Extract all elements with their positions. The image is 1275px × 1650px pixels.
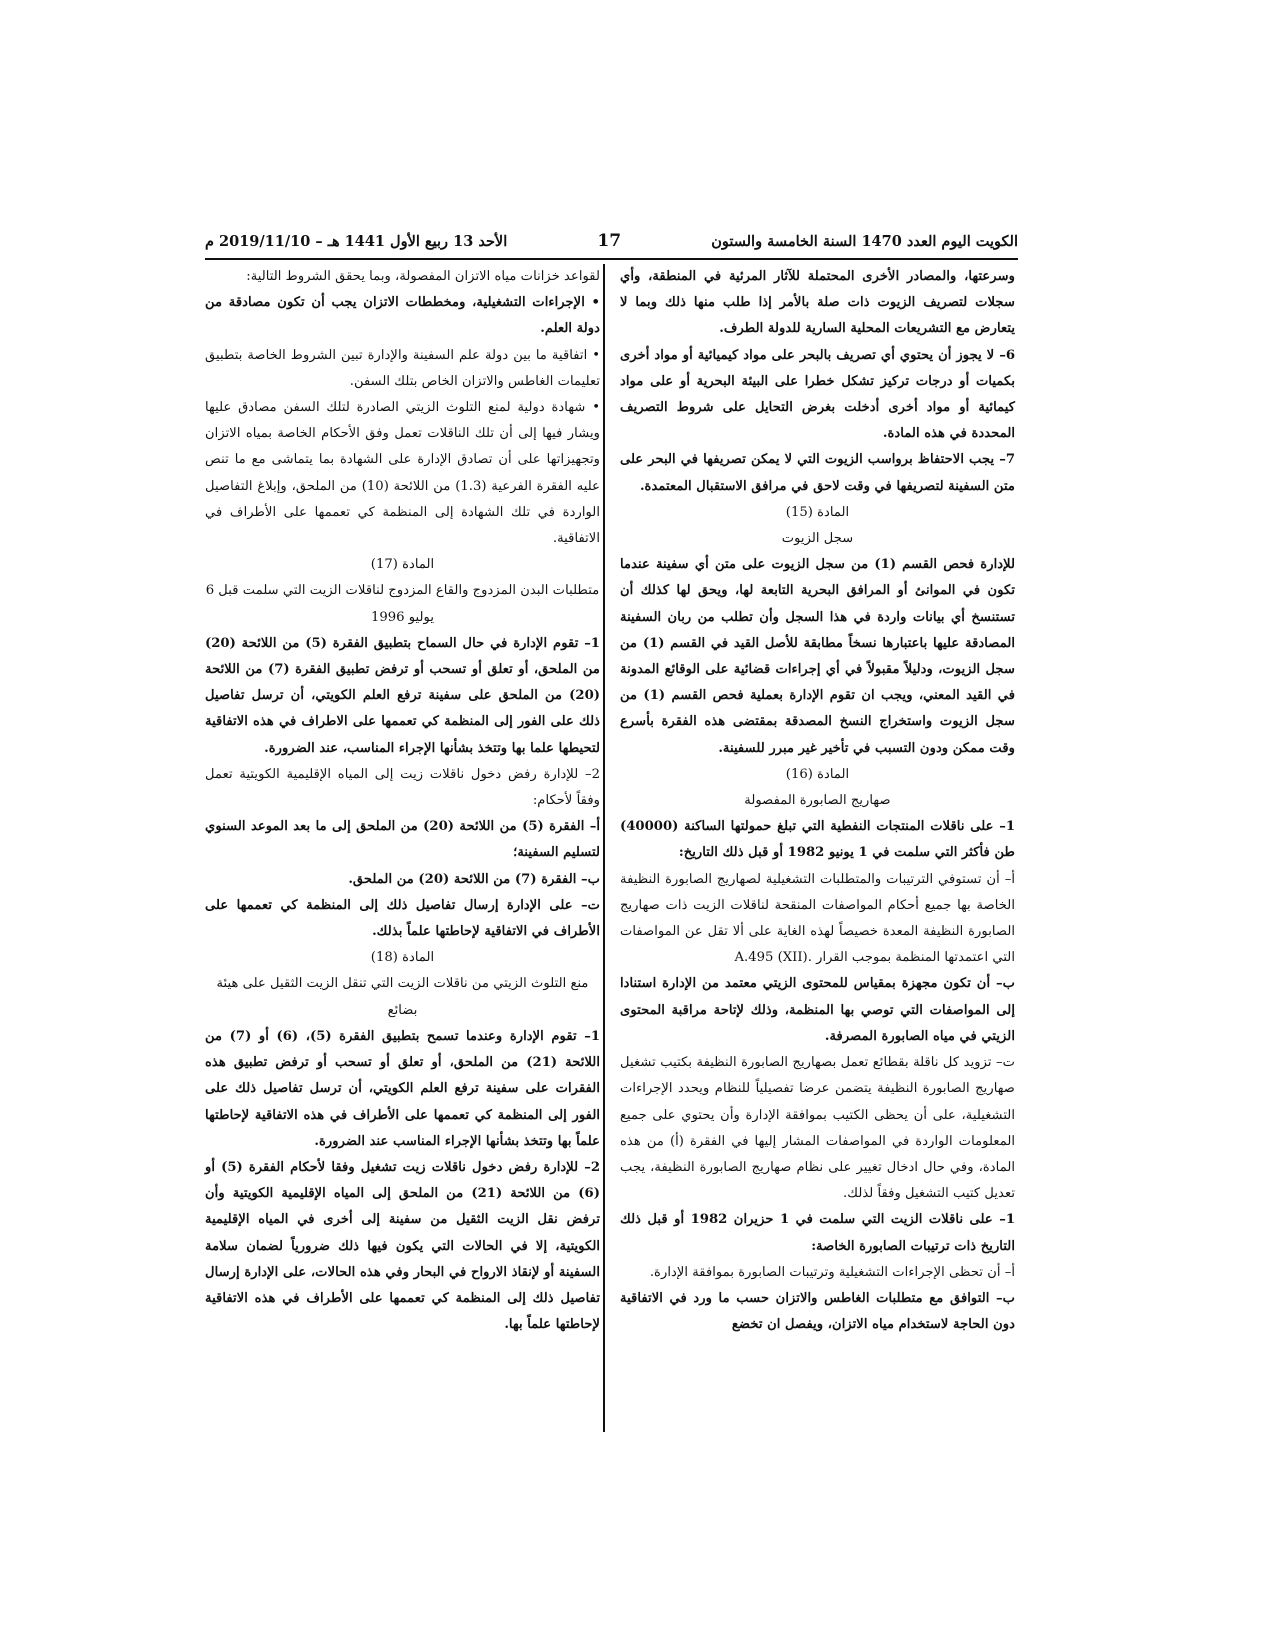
paragraph: أ– أن تحظى الإجراءات التشغيلية وترتيبات الصابورة بموافقة الإدارة.: [649, 1264, 1015, 1280]
paragraph: ب– الفقرة (7) من اللائحة (20) من الملحق.: [348, 871, 600, 887]
column-divider: [603, 264, 605, 1432]
paragraph: وسرعتها، والمصادر الأخرى المحتملة للآثار المرئية في المنطقة، وأي سجلات لتصريف الزيوت ذات صلة بالأمر إذا طلب منها ذلك وبما لا يتعارض مع التشريعات المحلية السارية للدولة الطرف.: [620, 269, 1015, 337]
left-column: [205, 264, 600, 1338]
header-divider: [205, 258, 1018, 260]
paragraph: ب– أن تكون مجهزة بمقياس للمحتوى الزيتي معتمد من الإدارة استنادا إلى المواصفات التي توصي بها المنظمة، وذلك لإتاحة مراقبة المحتوى الزيتي في مياه الصابورة المصرفة.: [620, 976, 1015, 1044]
paragraph: لقواعد خزانات مياه الاتزان المفصولة، وبما يحقق الشروط التالية:: [246, 269, 600, 284]
article-16-subtitle: صهاريج الصابورة المفصولة: [744, 793, 891, 809]
paragraph: • شهادة دولية لمنع التلوث الزيتي الصادرة لتلك السفن مصادق عليها ويشار فيها إلى أن تلك الناقلات تعمل وفق الأحكام الخاصة بمياه الاتزان وتجهيزاتها على أن تصادق الإدارة على الشهادة بما يتماشى مع ما تنص عليه الفقرة الفرعية (1.3) من اللائحة (10) من الملحق، وإبلاغ التفاصيل الواردة في تلك الشهادة إلى المنظمة كي تعممها على الأطراف في الاتفاقية.: [205, 400, 600, 547]
paragraph: أ– أن تستوفي الترتيبات والمتطلبات التشغيلية لصهاريج الصابورة النظيفة الخاصة بها جميع أحكام المواصفات المنقحة لناقلات الزيت ذات صهاريج الصابورة النظيفة المعدة خصيصاً لهذه الغاية على ألا تقل عن المواصفات التي اعتمدتها المنظمة بموجب القرار .A.495 (XII): [620, 871, 1015, 966]
paragraph: 7– يجب الاحتفاظ برواسب الزيوت التي لا يمكن تصريفها في البحر على متن السفينة لتصريفها في وقت لاحق في مرافق الاستقبال المعتمدة.: [620, 452, 1015, 494]
article-15-subtitle: سجل الزيوت: [781, 531, 854, 547]
paragraph: للإدارة فحص القسم (1) من سجل الزيوت على متن أي سفينة عندما تكون في الموانئ أو المرافق البحرية التابعة لها، ويحق لها كذلك أن تستنسخ أي بيانات واردة في هذا السجل وأن تطلب من ربان السفينة المصادقة عليها باعتبارها نسخاً مطابقة للأصل القيد في القسم (1) من سجل الزيوت، ودليلاً مقبولاً في أي إجراءات قضائية على الوقائع المدونة في القيد المعني، ويجب ان تقوم الإدارة بعملية فحص القسم (1) من سجل الزيوت واستخراج النسخ المصدقة بمقتضى هذه الفقرة بأسرع وقت ممكن ودون التسبب في تأخير غير مبرر للسفينة.: [620, 557, 1016, 756]
article-16-title: المادة (16): [785, 766, 850, 782]
paragraph: 1– تقوم الإدارة وعندما تسمح بتطبيق الفقرة (5)، (6) أو (7) من اللائحة (21) من الملحق، أو تعلق أو تسحب أو ترفض تطبيق هذه الفقرات على سفينة ترفع العلم الكويتي، أن ترسل تفاصيل ذلك على الفور إلى المنظمة كي تعممها على الأطراف في هذه الاتفاقية لإحاطتها علماً بها وتتخذ بشأنها الإجراء المناسب عند الضرورة.: [205, 1028, 601, 1149]
article-15-title: المادة (15): [785, 504, 850, 520]
article-17-title: المادة (17): [370, 557, 435, 573]
paragraph: ت– تزويد كل ناقلة بقطائع تعمل بصهاريج الصابورة النظيفة بكتيب تشغيل صهاريج الصابورة النظيفة يتضمن عرضا تفصيلياً للنظام ويحدد الإجراءات التشغيلية، على أن يحظى الكتيب بموافقة الإدارة وأن يحتوي على جميع المعلومات الواردة في المواصفات المشار إليها في الفقرة (أ) من هذه المادة، وفي حال ادخال تغيير على نظام صهاريج الصابورة النظيفة، يجب تعديل كتيب التشغيل وفقاً لذلك.: [620, 1055, 1015, 1202]
paragraph: ت– على الإدارة إرسال تفاصيل ذلك إلى المنظمة كي تعممها على الأطراف في الاتفاقية لإحاطتها علماً بذلك.: [205, 897, 600, 940]
paragraph: 6– لا يجوز أن يحتوي أي تصريف بالبحر على مواد كيميائية أو مواد أخرى بكميات أو درجات تركيز تشكل خطرا على البيئة البحرية أو على مواد كيمائية أو مواد أخرى أدخلت بغرض التحايل على شروط التصريف المحددة في هذه المادة.: [620, 347, 1015, 442]
article-18-title: المادة (18): [370, 950, 435, 966]
page-header: [205, 228, 1018, 254]
right-column: [620, 264, 1015, 1338]
paragraph: 2– للإدارة رفض دخول ناقلات زيت تشغيل وفقا لأحكام الفقرة (5) أو (6) من اللائحة (21) من الملحق إلى المياه الإقليمية الكويتية وأن ترفض نقل الزيت الثقيل من سفينة إلى أخرى في المياه الإقليمية الكويتية، إلا في الحالات التي يكون فيها ذلك ضرورياً لضمان سلامة السفينة أو لإنقاذ الارواح في البحار وفي هذه الحالات، على الإدارة إرسال تفاصيل ذلك إلى المنظمة كي تعممها على الأطراف في هذه الاتفاقية لإحاطتها علماً بها.: [205, 1159, 600, 1333]
paragraph: • الإجراءات التشغيلية، ومخططات الاتزان يجب أن تكون مصادقة من دولة العلم.: [205, 295, 600, 337]
paragraph: 1– على ناقلات المنتجات النفطية التي تبلغ حمولتها الساكنة (40000) طن فأكثر التي سلمت في 1 يونيو 1982 أو قبل ذلك التاريخ:: [620, 819, 1015, 861]
article-17-subtitle: متطلبات البدن المزدوج والقاع المزدوج لناقلات الزيت التي سلمت قبل 6 يوليو 1996: [205, 583, 600, 625]
header-date: الأحد 13 ربيع الأول 1441 هـ – 2019/11/10 م: [205, 232, 508, 250]
paragraph: 2– للإدارة رفض دخول ناقلات زيت إلى المياه الإقليمية الكويتية تعمل وفقاً لأحكام:: [205, 766, 600, 809]
header-gazette-info: الكويت اليوم العدد 1470 السنة الخامسة والستون: [711, 232, 1018, 250]
paragraph: أ– الفقرة (5) من اللائحة (20) من الملحق إلى ما بعد الموعد السنوي لتسليم السفينة؛: [205, 819, 600, 861]
paragraph: 1– على ناقلات الزيت التي سلمت في 1 حزيران 1982 أو قبل ذلك التاريخ ذات ترتيبات الصابورة الخاصة:: [620, 1212, 1016, 1254]
paragraph: • اتفاقية ما بين دولة علم السفينة والإدارة تبين الشروط الخاصة بتطبيق تعليمات الغاطس والاتزان الخاص بتلك السفن.: [205, 347, 600, 389]
paragraph: 1– تقوم الإدارة في حال السماح بتطبيق الفقرة (5) من اللائحة (20) من الملحق، أو تعلق أو تسحب أو ترفض تطبيق الفقرة (7) من اللائحة (20) من الملحق على سفينة ترفع العلم الكويتي، أن ترسل تفاصيل ذلك على الفور إلى المنظمة كي تعممها على الاطراف في هذه الاتفاقية لتحيطها علما بها وتتخذ بشأنها الإجراء المناسب، عند الضرورة.: [205, 635, 600, 756]
paragraph: ب– التوافق مع متطلبات الغاطس والاتزان حسب ما ورد في الاتفاقية دون الحاجة لاستخدام مياه الاتزان، ويفصل ان تخضع: [620, 1290, 1015, 1333]
article-18-subtitle: منع التلوث الزيتي من ناقلات الزيت التي تنقل الزيت الثقيل على هيئة بضائع: [216, 976, 589, 1018]
page-number: 17: [597, 231, 622, 251]
